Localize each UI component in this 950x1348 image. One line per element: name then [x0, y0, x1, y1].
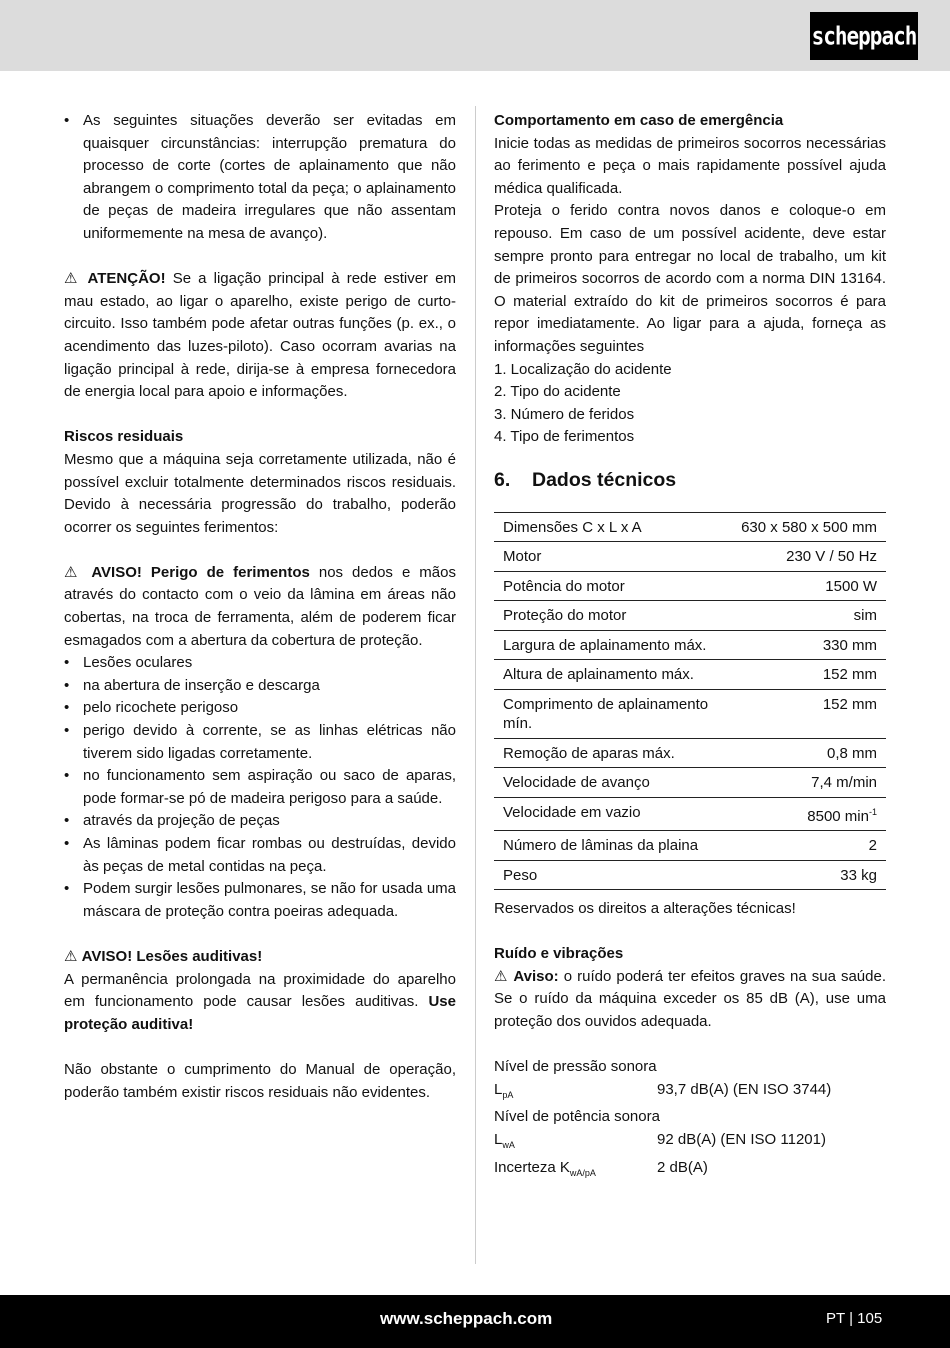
attention-text: Se a ligação principal à rede estiver em mau estado, ao ligar o aparelho, existe perigo de curto-circuito. Isso também pode afetar outras funções (p. ex., o acendimento das luzes-piloto). Caso ocorram avarias na ligação principal à rede, dirija-se à empresa fornecedora de energia local para apoio e informações. [64, 270, 456, 401]
lwa-symbol: L [494, 1130, 503, 1148]
spec-superscript: -1 [868, 806, 877, 817]
lpa-symbol: L [494, 1080, 503, 1098]
noise-heading: Ruído e vibrações [494, 945, 624, 963]
spec-value-text: 330 mm [822, 636, 877, 654]
spec-label: Potência do motor [494, 571, 732, 601]
spec-label: Velocidade de avanço [494, 768, 732, 798]
noise-warning-label: Aviso: [513, 967, 559, 985]
spec-value [732, 630, 886, 660]
spec-row [494, 571, 886, 601]
list-item: • As seguintes situações deverão ser evitadas em quaisquer circunstâncias: interrupção prematura do processo de corte (cortes de aplainamento que não abrangem o comprimento total da peça; o aplainamento de peças de madeira irregulares que não assentam uniformemente na mesa de avanço). [64, 110, 456, 246]
list-item: • através da projeção de peças [64, 810, 456, 833]
spec-value [732, 689, 886, 738]
spec-value-text: 2 [868, 837, 877, 854]
left-column [64, 110, 456, 1104]
list-item: • Podem surgir lesões pulmonares, se não for usada uma máscara de proteção contra poeiras adequada. [64, 878, 456, 923]
page-footer [0, 1295, 950, 1348]
noise-warning-text: o ruído poderá ter efeitos graves na sua saúde. Se o ruído da máquina exceder os 85 dB (A), use uma proteção dos ouvidos adequada. [494, 967, 886, 1030]
spec-row [494, 601, 886, 631]
pressure-label: Nível de pressão sonora [494, 1058, 657, 1076]
emergency-p1: Inicie todas as medidas de primeiros socorros necessárias ao ferimento e peça o mais rapidamente possível ajuda médica qualificada. [494, 134, 886, 197]
power-label: Nível de potência sonora [494, 1108, 660, 1126]
spec-value-text: sim [853, 607, 877, 624]
lwa-sub: wA [502, 1139, 515, 1150]
section-title [494, 469, 886, 492]
lpa-sub: pA [502, 1089, 514, 1100]
warning-icon: ⚠ [64, 947, 82, 965]
info-item: 1. Localização do acidente [494, 360, 672, 378]
list-item: • na abertura de inserção e descarga [64, 675, 456, 698]
hearing-bold: Use proteção auditiva! [64, 993, 456, 1033]
spec-value-text: 230 V / 50 Hz [786, 548, 877, 565]
spec-value [732, 797, 886, 831]
info-item: 3. Número de feridos [494, 405, 635, 423]
info-item: 2. Tipo do acidente [494, 383, 621, 401]
spec-value [732, 660, 886, 690]
spec-label: Dimensões C x L x A [494, 512, 732, 542]
spec-value-text: 33 kg [840, 866, 877, 884]
website-link[interactable]: www.scheppach.com [380, 1309, 553, 1328]
hearing-warning-label: AVISO! Lesões auditivas! [81, 947, 263, 965]
noise-warning [494, 966, 886, 1034]
spec-label: Proteção do motor [494, 601, 732, 631]
spec-row [494, 660, 886, 690]
list-item: • pelo ricochete perigoso [64, 697, 456, 720]
list-item: • perigo devido à corrente, se as linhas elétricas não tiverem sido ligadas corretamente. [64, 720, 456, 765]
spec-row [494, 738, 886, 768]
info-item: 4. Tipo de ferimentos [494, 428, 635, 446]
column-divider [475, 106, 476, 1264]
attention-label: ATENÇÃO! [87, 270, 166, 288]
spec-value [732, 601, 886, 631]
residual-heading: Riscos residuais [64, 428, 184, 446]
uncertainty-value: 2 dB(A) [657, 1158, 708, 1176]
attention-paragraph [64, 268, 456, 404]
spec-row [494, 630, 886, 660]
spec-value-text: 8500 min [807, 807, 869, 825]
spec-row [494, 542, 886, 572]
spec-value-text: 630 x 580 x 500 mm [741, 518, 877, 536]
section-title-text: Dados técnicos [532, 468, 677, 491]
spec-row [494, 768, 886, 798]
uncertainty-sub: wA/pA [569, 1167, 596, 1178]
lpa-row [494, 1079, 886, 1107]
hearing-text: A permanência prolongada na proximidade do aparelho em funcionamento pode causar lesões auditivas. [64, 970, 456, 1011]
residual-text: Mesmo que a máquina seja corretamente utilizada, não é possível excluir totalmente determinados riscos residuais. Devido à necessária progressão do trabalho, poderão ocorrer os seguintes ferimentos: [64, 450, 456, 536]
emergency-heading: Comportamento em caso de emergência [494, 112, 784, 129]
warning-paragraph [64, 562, 456, 652]
spec-value [732, 512, 886, 542]
spec-label: Velocidade em vazio [494, 797, 732, 831]
page-number: PT | 105 [826, 1310, 883, 1327]
spec-label: Comprimento de aplainamento mín. [494, 689, 732, 738]
spec-label: Remoção de aparas máx. [494, 738, 732, 768]
warning-icon: ⚠ [64, 270, 88, 288]
uncertainty-row [494, 1157, 886, 1185]
emergency-p2: Proteja o ferido contra novos danos e coloque-o em repouso. Em caso de um possível acidente, deve estar sempre pronto para entregar no local de trabalho, um kit de primeiros socorros de acordo com a norma DIN 13164. O material extraído do kit de primeiros socorros é para repor imediatamente. Ao ligar para a ajuda, forneça as informações seguintes [494, 202, 886, 355]
spec-label: Altura de aplainamento máx. [494, 660, 732, 690]
lpa-value: 93,7 dB(A) (EN ISO 3744) [657, 1080, 832, 1098]
spec-value [732, 571, 886, 601]
spec-label: Largura de aplainamento máx. [494, 630, 732, 660]
list-item: • As lâminas podem ficar rombas ou destruídas, devido às peças de metal contidas na peça. [64, 833, 456, 878]
reserved-note: Reservados os direitos a alterações técnicas! [494, 900, 796, 917]
spec-value-text: 1500 W [825, 577, 877, 595]
list-item: • Lesões oculares [64, 652, 456, 675]
spec-label: Motor [494, 542, 732, 572]
spec-row [494, 689, 886, 738]
section-number: 6. [494, 468, 511, 491]
warning-icon: ⚠ [64, 563, 92, 581]
right-column [494, 110, 886, 1184]
spec-row [494, 797, 886, 831]
warning-label: AVISO! Perigo de ferimentos [91, 563, 310, 581]
spec-row [494, 512, 886, 542]
hearing-warning-text [64, 969, 456, 1037]
spec-row [494, 831, 886, 861]
spec-table [494, 512, 886, 891]
spec-label: Peso [494, 860, 732, 890]
spec-value-text: 152 mm [822, 666, 877, 683]
lwa-value: 92 dB(A) (EN ISO 11201) [657, 1130, 826, 1148]
warning-text: nos dedos e mãos através do contacto com o veio da lâmina em áreas não cobertas, na troca de ferramenta, além de poderem ficar esmagados com a abertura da cobertura de proteção. [64, 563, 456, 649]
spec-value [732, 831, 886, 861]
spec-label: Número de lâminas da plaina [494, 831, 732, 861]
spec-value [732, 738, 886, 768]
spec-value [732, 860, 886, 890]
spec-row [494, 860, 886, 890]
list-item: • no funcionamento sem aspiração ou saco de aparas, pode formar-se pó de madeira perigoso para a saúde. [64, 765, 456, 810]
warning-icon: ⚠ [494, 967, 514, 985]
injury-list [64, 652, 456, 923]
spec-value-text: 0,8 mm [826, 744, 877, 762]
page-header [0, 0, 950, 71]
closing-paragraph: Não obstante o cumprimento do Manual de operação, poderão também existir riscos residuais não evidentes. [64, 1060, 456, 1101]
uncertainty-symbol: Incerteza K [494, 1158, 570, 1176]
spec-value-text: 152 mm [822, 695, 877, 713]
spec-value [732, 768, 886, 798]
lwa-row [494, 1129, 886, 1157]
spec-value [732, 542, 886, 572]
spec-value-text: 7,4 m/min [811, 774, 877, 791]
scheppach-logo: scheppach [810, 12, 918, 60]
